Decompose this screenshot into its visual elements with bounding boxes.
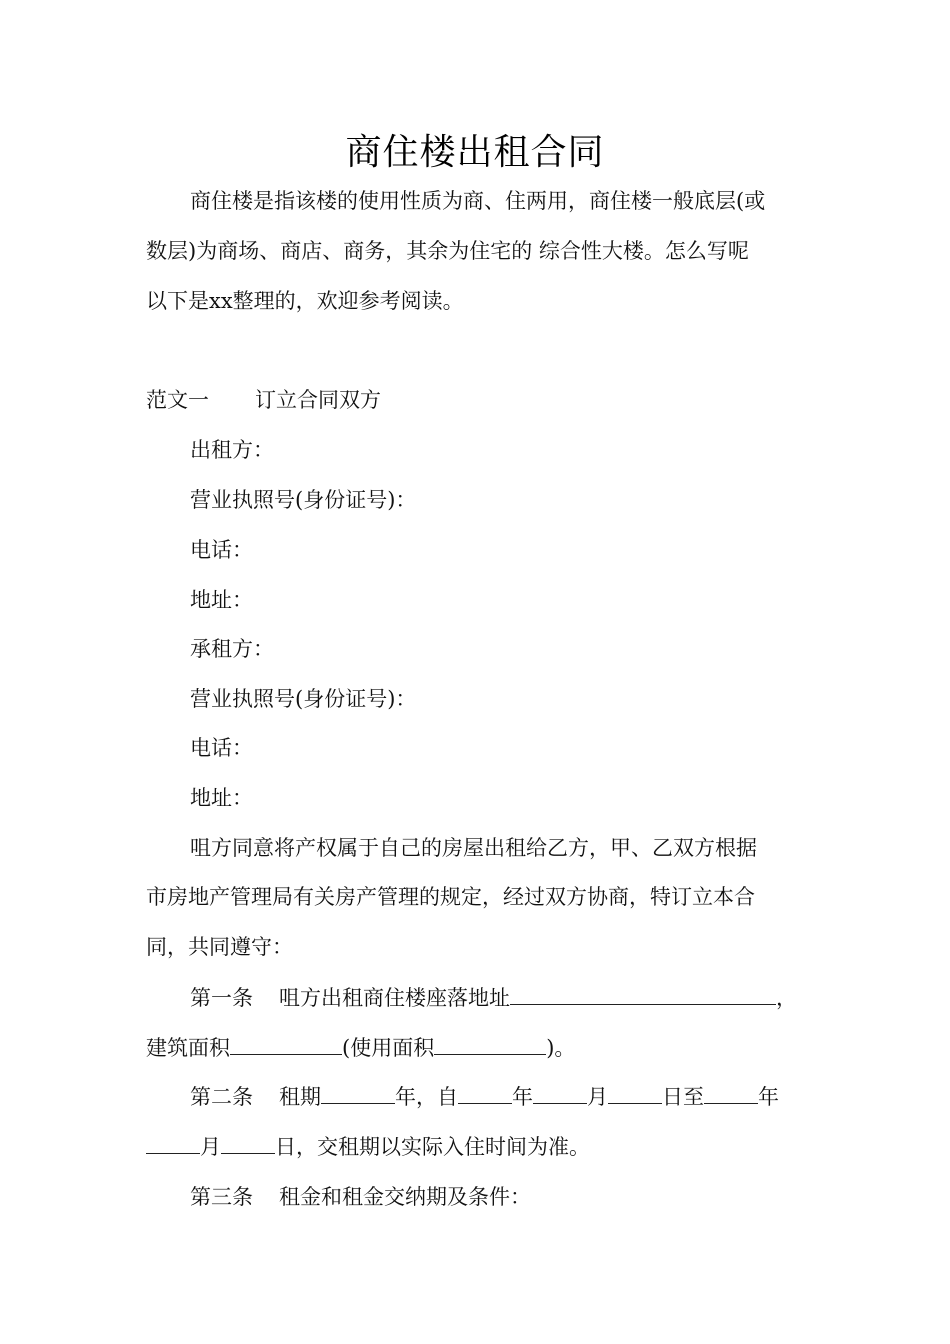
lessee-license-label: 营业执照号(身份证号)：	[190, 687, 417, 711]
building-area-label: 建筑面积	[146, 1036, 230, 1060]
lessor-address-label: 地址：	[190, 588, 253, 612]
article-2-label: 第二条	[190, 1085, 253, 1109]
building-area-blank	[230, 1034, 342, 1055]
article-3-line-1	[190, 1182, 816, 1212]
article-1-label: 第一条	[190, 986, 253, 1010]
agreement-line-3: 同，共同遵守：	[146, 935, 293, 959]
lessor-phone-label: 电话：	[190, 538, 253, 562]
article-2-line-1	[190, 1082, 816, 1112]
lessee-address-label: 地址：	[190, 786, 253, 810]
from-label: ，自	[416, 1085, 458, 1109]
start-day-blank	[608, 1083, 662, 1104]
article-1-comma: ，	[776, 986, 797, 1010]
start-year-unit: 年	[512, 1085, 533, 1109]
end-day-text: 日，交租期以实际入住时间为准。	[275, 1135, 590, 1159]
section-heading	[146, 385, 816, 415]
article-3-label: 第三条	[190, 1185, 253, 1209]
start-year-blank	[458, 1083, 512, 1104]
lessee-label: 承租方：	[190, 637, 274, 661]
intro-line-1: 商住楼是指该楼的使用性质为商、住两用，商住楼一般底层(或	[190, 189, 766, 213]
section-label: 范文一	[146, 388, 209, 412]
end-day-blank	[221, 1133, 275, 1154]
lessor-label: 出租方：	[190, 438, 274, 462]
intro-line-3: 以下是xx整理的，欢迎参考阅读。	[146, 289, 464, 313]
agreement-line-2: 市房地产管理局有关房产管理的规定，经过双方协商，特订立本合	[146, 885, 755, 909]
article-1-line-1	[190, 983, 816, 1013]
day-to-label: 日至	[662, 1085, 704, 1109]
lessee-phone-label: 电话：	[190, 736, 253, 760]
end-month-blank	[146, 1133, 200, 1154]
lessor-license-label: 营业执照号(身份证号)：	[190, 488, 417, 512]
term-label: 租期	[279, 1085, 321, 1109]
start-month-blank	[533, 1083, 587, 1104]
term-years-blank	[321, 1083, 395, 1104]
end-month-unit: 月	[200, 1135, 221, 1159]
article-2-line-2	[146, 1132, 816, 1162]
agreement-line-1: 咀方同意将产权属于自己的房屋出租给乙方，甲、乙双方根据	[190, 836, 757, 860]
section-title: 订立合同双方	[255, 388, 381, 412]
article-3-text: 租金和租金交纳期及条件：	[279, 1185, 531, 1209]
term-year-unit: 年	[395, 1085, 416, 1109]
use-area-blank	[434, 1034, 546, 1055]
end-year-unit: 年	[758, 1085, 779, 1109]
article-1-text: 咀方出租商住楼座落地址	[279, 986, 510, 1010]
article-1-close: )。	[546, 1036, 576, 1060]
document-title: 商住楼出租合同	[345, 132, 605, 173]
use-area-label: (使用面积	[342, 1036, 435, 1060]
intro-line-2: 数层)为商场、商店、商务，其余为住宅的 综合性大楼。怎么写呢	[146, 239, 749, 263]
article-1-line-2	[146, 1033, 816, 1063]
end-year-blank	[704, 1083, 758, 1104]
address-blank	[510, 984, 776, 1005]
start-month-unit: 月	[587, 1085, 608, 1109]
